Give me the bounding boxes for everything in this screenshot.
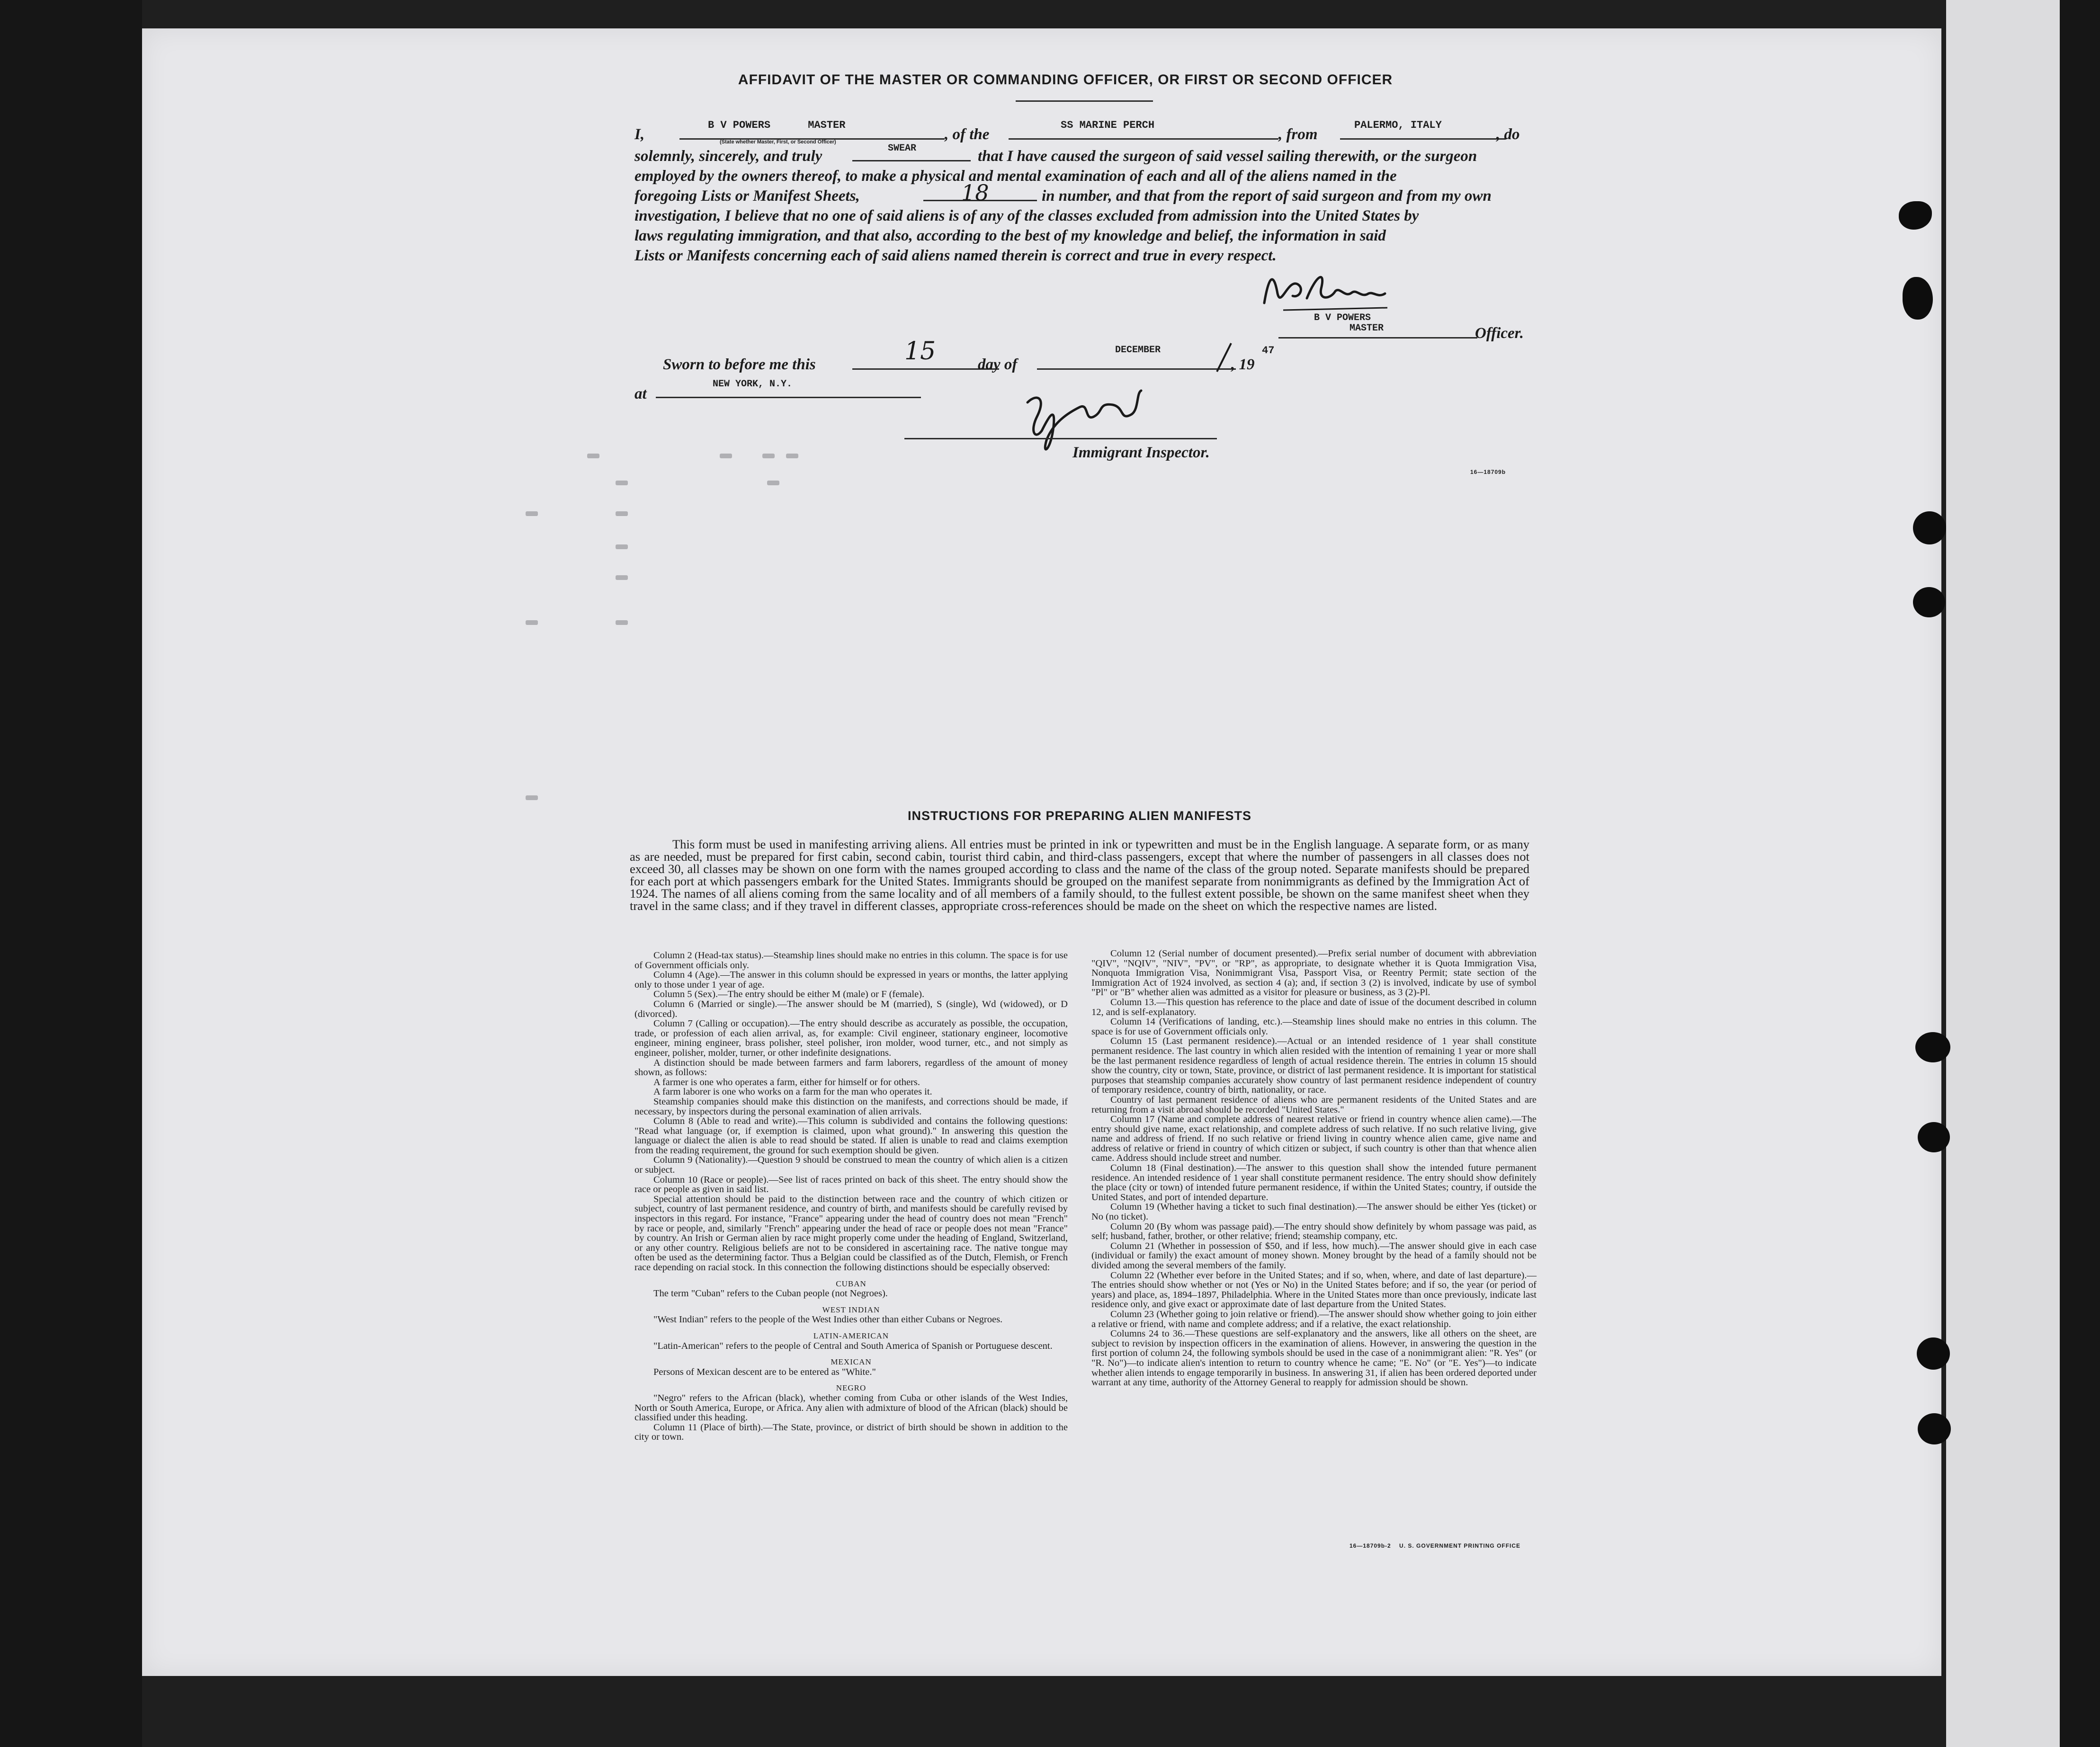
gpo-footer: 16—18709b-2 U. S. GOVERNMENT PRINTING OFFICE [1349,1542,1521,1549]
instruction-paragraph: Column 21 (Whether in possession of $50, and if less, how much).—The answer should give in each case (individual or family) the exact amount of money shown. Money brought by the head of a family should not be divided among the several members of the family. [1091,1240,1537,1271]
instruction-paragraph: Columns 24 to 36.—These questions are self-explanatory and the answers, like all others on the sheet, are subject to revision by inspection officers in the examination of aliens. However, in answering the question in the first portion of column 24, the following symbols should be used in the case of a nonimmigrant alien: "R. Yes" (or "R. No")—to indicate alien's intention to return to country whence he came; "E. No" (or "E. Yes")—to indicate whether alien intends to engage temporarily in business. In answering 31, if alien has been ordered deported under warrant at any time, authority of the Attorney General to reapply for admission should be shown. [1091,1328,1537,1388]
race-heading: WEST INDIAN [822,1305,880,1314]
affidavit-line-4a: foregoing Lists or Manifest Sheets, [634,187,860,205]
swear-field-line [852,160,971,161]
affidavit-line-6: laws regulating immigration, and that also, according to the best of my knowledge and belief, the information in said [634,227,1386,244]
bleed-mark [767,481,779,485]
month-value: DECEMBER [1115,345,1161,356]
month-field-line [1037,368,1236,370]
port-field-line [1340,138,1506,140]
year-value: 47 [1262,345,1275,357]
signer-name: B V POWERS [1314,312,1371,323]
year-prefix: , 19 [1231,356,1255,373]
affidavit-line-7: Lists or Manifests concerning each of said aliens named therein is correct and true in every respect. [634,247,1277,264]
master-signature [1255,265,1397,317]
instruction-paragraph: Column 8 (Able to read and write).—This column is subdivided and contains the following questions: "Read what language (or, if exemption is claimed, upon what ground)." In answering this question the language or dialect the alien is able to read should be stated. If alien is unable to read and claims exemption from the reading requirement, the ground for such exemption should be given. [634,1116,1068,1156]
race-heading: MEXICAN [831,1357,872,1367]
instruction-paragraph: "West Indian" refers to the people of the West Indies other than either Cubans or Negroes. [653,1314,1003,1325]
binder-hole [1915,1032,1950,1062]
scan-border-left [0,0,142,1747]
affidavit-line-2-rest: that I have caused the surgeon of said vessel sailing therewith, or the surgeon [978,148,1477,165]
swear-value: SWEAR [888,143,917,154]
title-rule [1016,100,1153,102]
vessel-field-line [1009,138,1278,140]
instruction-paragraph: Persons of Mexican descent are to be entered as "White." [653,1366,876,1377]
affidavit-i: I, [634,126,645,143]
bleed-mark [616,544,628,549]
place-value: NEW YORK, N.Y. [713,379,793,390]
affidavit-line-3: employed by the owners thereof, to make a physical and mental examination of each and all of the aliens named in the [634,168,1397,185]
instruction-paragraph: Country of last permanent residence of aliens who are permanent residents of the United States and are returning from a visit abroad should be recorded "United States." [1091,1094,1537,1115]
instruction-paragraph: Column 10 (Race or people).—See list of races printed on back of this sheet. The entry should show the race or people as given in said list. [634,1174,1068,1195]
instruction-paragraph: Column 11 (Place of birth).—The State, province, or district of birth should be shown in addition to the city or town. [634,1422,1068,1443]
instruction-paragraph: Column 6 (Married or single).—The answer should be M (married), S (single), Wd (widowed), or D (divorced). [634,998,1068,1019]
instruction-paragraph: Column 2 (Head-tax status).—Steamship lines should make no entries in this column. The space is for use of Government officials only. [634,950,1068,971]
bleed-mark [526,795,538,800]
day-field-line [852,368,999,370]
bleed-mark [526,620,538,625]
bleed-mark [616,481,628,485]
instruction-paragraph: Column 4 (Age).—The answer in this column should be expressed in years or months, the latter applying only to those under 1 year of age. [634,970,1068,990]
race-heading: NEGRO [836,1383,867,1393]
form-number: 16—18709b [1470,469,1506,475]
binder-hole [1918,1122,1950,1152]
sheets-value: 18 [961,180,989,205]
inspector-label: Immigrant Inspector. [1072,444,1210,461]
instruction-paragraph: Steamship companies should make this distinction on the manifests, and corrections should be made, if necessary, by inspectors during the personal examination of alien arrivals. [634,1096,1068,1117]
instruction-paragraph: Column 20 (By whom was passage paid).—The entry should show definitely by whom passage was paid, as self; husband, father, brother, or other relative; friend; steamship company, etc. [1091,1221,1537,1242]
instructions-right-column [1091,949,1537,1388]
instruction-paragraph: Column 7 (Calling or occupation).—The entry should describe as accurately as possible, the occupation, trade, or profession of each alien arrival, as, for example: Civil engineer, stationary engineer, locomotive engineer, mining engineer, brass polisher, steel polisher, iron molder, wood turner, etc., and not simply as engineer, polisher, molder, turner, or other indefinite designations. [634,1018,1068,1058]
place-field-line [656,397,921,398]
binder-hole [1918,1413,1951,1444]
binding-strip [1946,0,2060,1747]
bleed-mark [720,454,732,458]
instruction-paragraph: "Negro" refers to the African (black), whether coming from Cuba or other islands of the West Indies, North or South America, Europe, or Africa. Any alien with admixture of blood of the African (black) should be classified under this heading. [634,1392,1068,1423]
of-the-text: , of the [945,126,990,143]
instruction-paragraph: A farm laborer is one who works on a farm for the man who operates it. [653,1087,932,1097]
officer-label: Officer. [1475,325,1524,342]
day-value: 15 [904,337,936,365]
bleed-mark [587,454,599,458]
bleed-mark [762,454,775,458]
sworn-text: Sworn to before me this [663,356,816,373]
instruction-paragraph: Column 19 (Whether having a ticket to such final destination).—The answer should be either Yes (ticket) or No (no ticket). [1091,1202,1537,1222]
at-text: at [634,385,647,402]
binder-hole [1917,1337,1950,1370]
bleed-mark [616,575,628,580]
from-text: , from [1278,126,1318,143]
binder-hole [1913,587,1945,617]
bleed-mark [616,620,628,625]
inspector-field-line [904,438,1217,439]
instruction-paragraph: Column 22 (Whether ever before in the United States; and if so, when, where, and date of last departure).—The entries should show whether or not (Yes or No) in the United States before; and if so, the year (or period of years) and place, as, 1894–1897, Philadelphia. Where in the United States more than once previously, indicate last residence only, and give exact or approximate date of last departure from the United States. [1091,1270,1537,1310]
instruction-paragraph: Column 9 (Nationality).—Question 9 should be construed to mean the country of which alien is a citizen or subject. [634,1155,1068,1176]
affidavit-line-5: investigation, I believe that no one of said aliens is of any of the classes excluded from admission into the United States by [634,207,1419,224]
instruction-paragraph: Column 14 (Verifications of landing, etc.).—Steamship lines should make no entries in this column. The space is for use of Government officials only. [1091,1016,1537,1037]
instruction-paragraph: Column 23 (Whether going to join relative or friend).—The answer should show whether going to join either a relative or friend, with name and complete address; and if a relative, the exact relationship. [1091,1309,1537,1329]
scan-border-right [2060,0,2100,1747]
binder-hole [1903,277,1933,320]
bleed-mark [786,454,798,458]
port-value: PALERMO, ITALY [1354,119,1442,131]
instruction-paragraph: Column 12 (Serial number of document presented).—Prefix serial number of document with abbreviation "QIV", "NQIV", "NIV", "PV", or "RP", as appropriate, to designate whether it is Quota Immigration Visa, Nonquota Immigration Visa, Nonimmigrant Visa, Passport Visa, or Reentry Permit; state section of the Immigration Act of 1924 involved, as section 4 (a); and, if section 3 (2) is involved, indicate by use of symbol "Pl" or "B" whether alien was admitted as a visitor for pleasure or business, as 3 (2)-Pl. [1091,948,1537,998]
instruction-paragraph: Column 15 (Last permanent residence).—Actual or an intended residence of 1 year shall constitute permanent residence. The last country in which alien resided with the intention of remaining 1 year or more shall be the last permanent residence regardless of length of actual residence therein. The entries in column 15 should show the country, city or town, State, province, or district of last permanent residence. It is important for statistical purposes that steamship companies accurately show country of last permanent residence independent of country of temporary residence, country of birth, nationality, or race. [1091,1036,1537,1096]
instruction-paragraph: Column 18 (Final destination).—The answer to this question shall show the intended future permanent residence. An intended residence of 1 year shall constitute permanent residence. The entry should show definitely the place (city or town) of intended future permanent residence, if within the United States; country, if outside the United States, and port of intended departure. [1091,1163,1537,1203]
instructions-left-column [634,951,1068,1442]
instruction-paragraph: A farmer is one who operates a farm, either for himself or for others. [653,1077,920,1087]
instruction-paragraph: Column 5 (Sex).—The entry should be either M (male) or F (female). [653,989,925,1000]
instruction-paragraph: "Latin-American" refers to the people of Central and South America of Spanish or Portuguese descent. [653,1340,1053,1351]
day-of-text: day of [978,356,1018,373]
race-heading: CUBAN [836,1279,867,1288]
affidavit-title: AFFIDAVIT OF THE MASTER OR COMMANDING OFFICER, OR FIRST OR SECOND OFFICER [738,72,1393,88]
bleed-mark [616,511,628,516]
affidavit-line-4b: in number, and that from the report of said surgeon and from my own [1042,187,1492,205]
race-heading: LATIN-AMERICAN [813,1331,889,1340]
instruction-paragraph: Special attention should be paid to the distinction between race and the country of which citizen or subject, country of last permanent residence, and country of birth, and manifests should be carefully revised by inspectors in this regard. For instance, "France" appearing under the head of country does not mean "French" by race or people, and, similarly "French" appearing under the head of race or people does not mean "France" by country. An Irish or German alien by race might properly come under the heading of England, Switzerland, or any other country. Religious beliefs are not to be considered in ascertaining race. The native tongue may often be used as the determining factor. Thus a Belgian could be classified as of the Dutch, Flemish, or French race depending on racial stock. In this connection the following distinctions should be especially observed: [634,1194,1068,1273]
instruction-paragraph: The term "Cuban" refers to the Cuban people (not Negroes). [653,1288,888,1299]
name-title-value: B V POWERS MASTER [708,119,846,131]
officer-field-line [1278,337,1477,339]
instruction-paragraph: Column 13.—This question has reference to the place and date of issue of the document described in column 12, and is self-explanatory. [1091,997,1537,1017]
state-note: (State whether Master, First, or Second Officer) [720,139,836,145]
instruction-paragraph: Column 17 (Name and complete address of nearest relative or friend in country whence alien came).—The entry should give name, exact relationship, and complete address of such relative. If no such relative living, give name and address of friend. If no such relative or friend living in country whence alien came, give name and address of relative or friend in country of which citizen or subject, if such country is other than that whence alien came. Address should include street and number. [1091,1114,1537,1164]
instruction-paragraph: A distinction should be made between farmers and farm laborers, regardless of the amount of money shown, as follows: [634,1057,1068,1078]
do-text: , do [1496,126,1520,143]
solemnly-text: solemnly, sincerely, and truly [634,148,822,165]
signer-rank: MASTER [1349,323,1384,334]
vessel-value: SS MARINE PERCH [1061,119,1155,131]
instructions-title: INSTRUCTIONS FOR PREPARING ALIEN MANIFESTS [907,809,1252,823]
binder-hole [1913,511,1946,544]
instructions-intro: This form must be used in manifesting arriving aliens. All entries must be printed in ink or typewritten and must be in the English language. A separate form, or as many as are needed, must be prepared for first cabin, second cabin, tourist third cabin, and third-class passengers, except that where the number of passengers in all classes does not exceed 30, all classes may be shown on one form with the names grouped according to class and the name of the class of the group noted. Separate manifests should be prepared for each port at which passengers embark for the United States. Immigrants should be grouped on the manifest separate from nonimmigrants as defined by the Immigration Act of 1924. The names of all aliens coming from the same locality and of all members of a family should, to the fullest extent possible, be shown on the same manifest sheet when they travel in the same class; and if they travel in different classes, appropriate cross-references should be made on the sheet on which the respective names are listed. [630,837,1529,913]
bleed-mark [526,511,538,516]
